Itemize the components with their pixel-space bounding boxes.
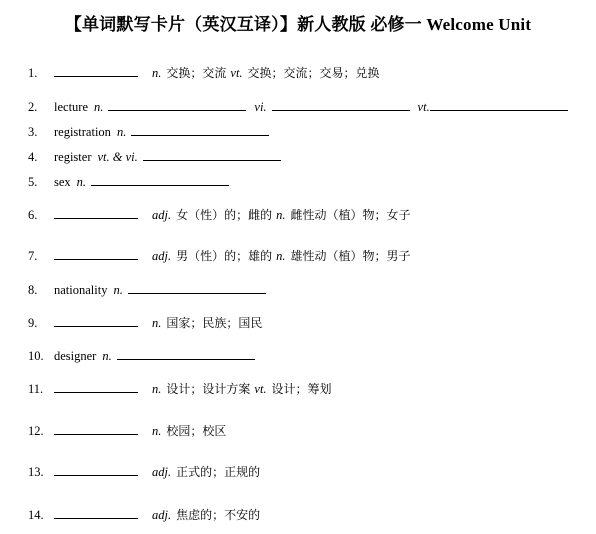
- part-of-speech: n.: [276, 249, 286, 263]
- meaning: 女（性）的；雌的: [176, 208, 273, 222]
- answer-blank[interactable]: [143, 147, 281, 161]
- item-number: 14.: [28, 508, 44, 522]
- vocab-item-3: [28, 122, 269, 140]
- answer-blank[interactable]: [131, 122, 269, 136]
- part-of-speech: adj.: [152, 249, 172, 263]
- item-number: 11.: [28, 382, 44, 396]
- item-number: 13.: [28, 465, 44, 479]
- item-number: 5.: [28, 175, 38, 189]
- answer-blank[interactable]: [272, 97, 410, 111]
- answer-blank[interactable]: [54, 63, 138, 77]
- vocab-item-8: [28, 280, 266, 298]
- item-number: 12.: [28, 424, 44, 438]
- english-word: sex: [54, 175, 71, 189]
- part-of-speech: adj.: [152, 208, 172, 222]
- answer-blank[interactable]: [54, 205, 138, 219]
- item-number: 7.: [28, 249, 38, 263]
- vocab-item-5: [28, 172, 229, 190]
- answer-blank[interactable]: [54, 313, 138, 327]
- vocab-item-2: [28, 97, 568, 115]
- english-word: registration: [54, 125, 111, 139]
- vocab-item-6: [28, 205, 411, 223]
- part-of-speech: vt. & vi.: [97, 150, 138, 164]
- vocab-item-1: [28, 63, 380, 81]
- part-of-speech: adj.: [152, 508, 172, 522]
- answer-blank[interactable]: [117, 346, 255, 360]
- meaning: 雄性动（植）物；男子: [290, 249, 411, 263]
- english-word: designer: [54, 349, 97, 363]
- part-of-speech: n.: [152, 316, 162, 330]
- item-number: 10.: [28, 349, 44, 363]
- english-word: register: [54, 150, 92, 164]
- answer-blank[interactable]: [108, 97, 246, 111]
- part-of-speech: n.: [76, 175, 87, 189]
- vocab-item-9: [28, 313, 262, 331]
- vocab-item-10: [28, 346, 255, 364]
- part-of-speech: n.: [116, 125, 127, 139]
- vocab-item-7: [28, 246, 411, 264]
- item-number: 8.: [28, 283, 38, 297]
- part-of-speech: vt.: [254, 382, 267, 396]
- part-of-speech: n.: [152, 424, 162, 438]
- meaning: 国家；民族；国民: [166, 316, 263, 330]
- meaning: 设计；设计方案: [166, 382, 251, 396]
- page-title: 【单词默写卡片（英汉互译）】新人教版 必修一 Welcome Unit: [64, 15, 532, 34]
- vocab-item-14: [28, 505, 260, 523]
- meaning: 男（性）的；雄的: [176, 249, 273, 263]
- item-number: 1.: [28, 66, 38, 80]
- answer-blank[interactable]: [54, 246, 138, 260]
- part-of-speech: adj.: [152, 465, 172, 479]
- answer-blank[interactable]: [54, 462, 138, 476]
- item-number: 4.: [28, 150, 38, 164]
- part-of-speech: vt.: [417, 100, 430, 114]
- meaning: 交换；交流；交易；兑换: [247, 66, 380, 80]
- answer-blank[interactable]: [430, 97, 568, 111]
- meaning: 设计；筹划: [271, 382, 332, 396]
- answer-blank[interactable]: [128, 280, 266, 294]
- item-number: 9.: [28, 316, 38, 330]
- vocab-item-13: [28, 462, 260, 480]
- meaning: 焦虑的；不安的: [176, 508, 261, 522]
- part-of-speech: n.: [152, 66, 162, 80]
- item-number: 6.: [28, 208, 38, 222]
- meaning: 雌性动（植）物；女子: [290, 208, 411, 222]
- english-word: lecture: [54, 100, 89, 114]
- answer-blank[interactable]: [54, 379, 138, 393]
- part-of-speech: n.: [94, 100, 104, 114]
- item-number: 2.: [28, 100, 38, 114]
- vocab-item-12: [28, 421, 226, 439]
- meaning: 校园；校区: [166, 424, 227, 438]
- answer-blank[interactable]: [54, 505, 138, 519]
- part-of-speech: vt.: [230, 66, 243, 80]
- english-word: nationality: [54, 283, 108, 297]
- part-of-speech: n.: [102, 349, 112, 363]
- answer-blank[interactable]: [91, 172, 229, 186]
- answer-blank[interactable]: [54, 421, 138, 435]
- part-of-speech: n.: [276, 208, 286, 222]
- vocab-item-4: [28, 147, 281, 165]
- meaning: 交换；交流: [166, 66, 227, 80]
- part-of-speech: vi.: [254, 100, 267, 114]
- item-number: 3.: [28, 125, 38, 139]
- meaning: 正式的；正规的: [176, 465, 261, 479]
- part-of-speech: n.: [113, 283, 123, 297]
- vocab-item-11: [28, 379, 332, 397]
- part-of-speech: n.: [152, 382, 162, 396]
